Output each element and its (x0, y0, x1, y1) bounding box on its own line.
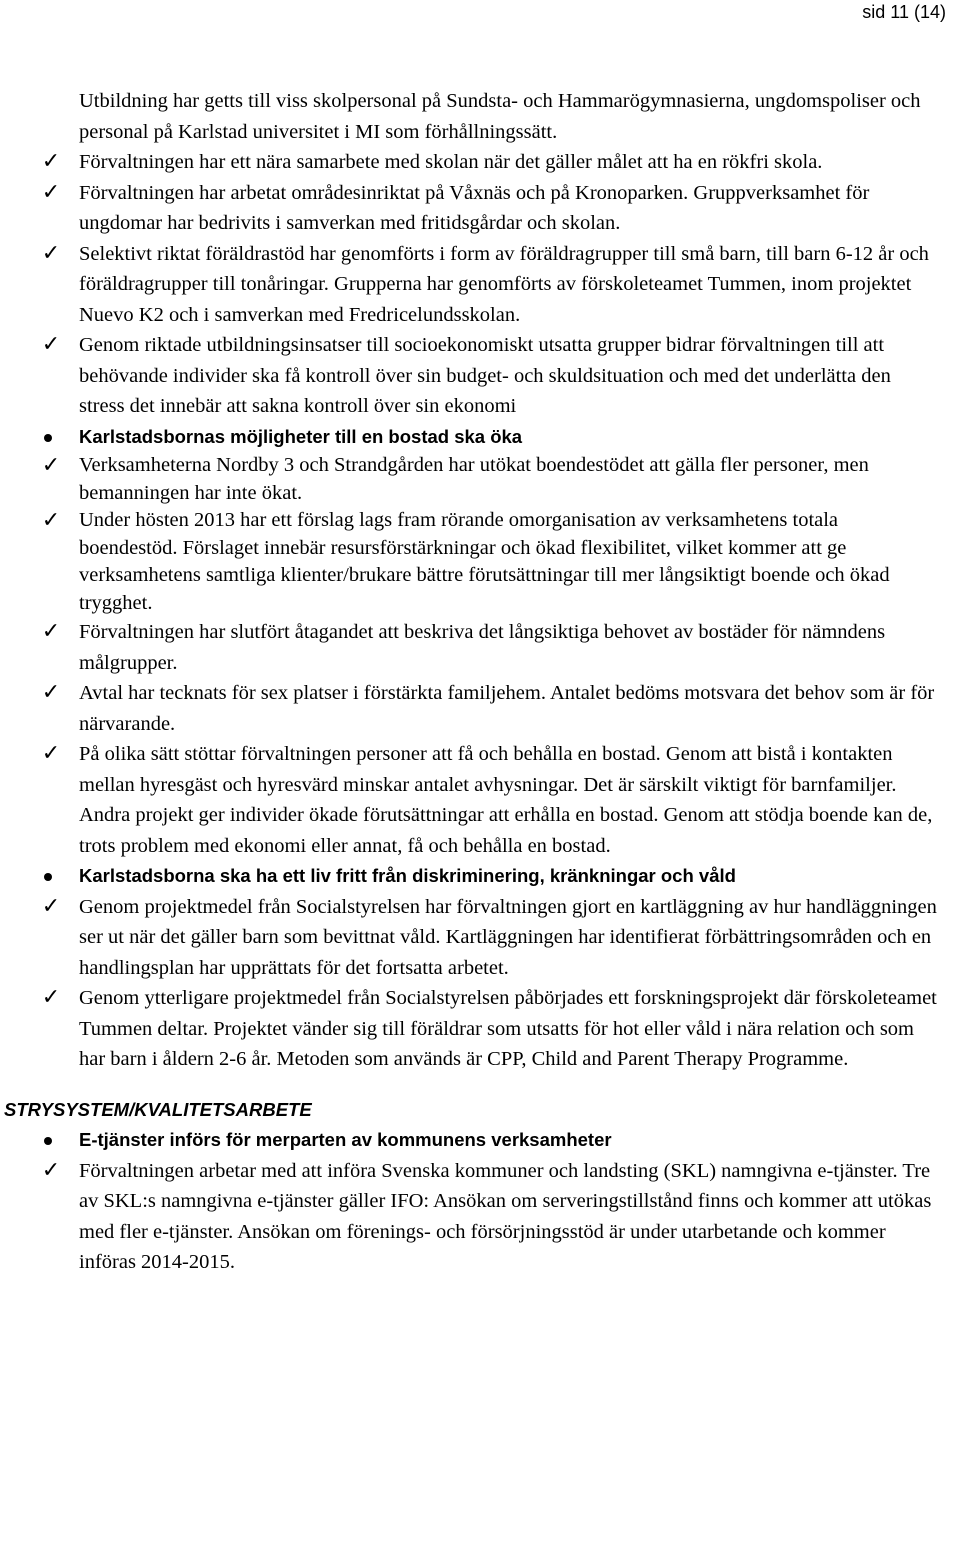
check-icon: ✓ (41, 893, 61, 919)
list-item (0, 147, 960, 178)
section-heading: Karlstadsbornas möjligheter till en bostad ska öka (79, 425, 523, 447)
bullet-icon (44, 434, 52, 442)
page-number: sid 11 (14) (862, 2, 946, 22)
check-icon: ✓ (41, 149, 61, 174)
list-item-text: Förvaltningen har arbetat områdesinriktat på Våxnäs och på Kronoparken. Gruppverksamhet för ungdomar har bedrivits i samverkan med fritidsgårdar och skolan. (79, 181, 870, 234)
check-icon: ✓ (41, 240, 61, 266)
paragraph-text: Utbildning har getts till viss skolpersonal på Sundsta- och Hammarögymnasierna, ungdomspoliser och personal på Karlstad universitet i MI som förhållningssätt. (79, 90, 921, 143)
heading-item (0, 861, 960, 892)
check-icon: ✓ (41, 741, 61, 766)
list-item (0, 330, 960, 422)
check-icon: ✓ (41, 1157, 61, 1183)
list-item (0, 239, 960, 331)
check-icon: ✓ (41, 332, 61, 357)
check-icon: ✓ (41, 619, 61, 644)
list-item (0, 892, 960, 984)
bullet-icon (44, 873, 52, 881)
document-body (0, 86, 960, 1278)
list-item (0, 678, 960, 739)
heading-item (0, 422, 960, 453)
list-item (0, 617, 960, 678)
heading-item (0, 1125, 960, 1156)
list-item-text: Förvaltningen har slutfört åtagandet att beskriva det långsiktiga behovet av bostäder för nämndens målgrupper. (79, 621, 886, 674)
list-item (0, 507, 960, 617)
list-item (0, 178, 960, 239)
list-item (0, 983, 960, 1075)
bullet-icon (44, 1137, 52, 1145)
list-item-text: Avtal har tecknats för sex platser i förstärkta familjehem. Antalet bedöms motsvara det behov som är för närvarande. (79, 682, 935, 735)
check-icon: ✓ (41, 179, 61, 205)
section-title: STRYSYSTEM/KVALITETSARBETE (4, 1098, 312, 1120)
list-item-text: Förvaltningen har ett nära samarbete med skolan när det gäller målet att ha en rökfri skola. (79, 151, 823, 173)
list-item-text: Verksamheterna Nordby 3 och Strandgården har utökat boendestödet att gälla fler personer, men bemanningen har inte ökat. (79, 454, 869, 504)
list-item-text: Genom ytterligare projektmedel från Socialstyrelsen påbörjades ett forskningsprojekt där förskoleteamet Tummen deltar. Projektet vänder sig till föräldrar som utsatts för hot eller våld i nära relation och som har barn i åldern 2-6 år. Metoden som används är CPP, Child and Parent Therapy Programme. (79, 987, 937, 1070)
section-heading: Karlstadsborna ska ha ett liv fritt från diskriminering, kränkningar och våld (79, 865, 736, 886)
section-heading: E-tjänster införs för merparten av kommunens verksamheter (79, 1129, 612, 1150)
list-item-text: Förvaltningen arbetar med att införa Svenska kommuner och landsting (SKL) namngivna e-tjänster. Tre av SKL:s namngivna e-tjänster gäller IFO: Ansökan om serveringstillstånd finns och kommer att utökas med fler e-tjänster. Ansökan om förenings- och försörjningsstöd är under utarbetande och kommer införas 2014-2015. (79, 1159, 932, 1273)
check-icon: ✓ (41, 985, 61, 1010)
list-item (0, 1156, 960, 1278)
list-item-text: Genom projektmedel från Socialstyrelsen har förvaltningen gjort en kartläggning av hur handläggningen ser ut när det gäller barn som bevittnat våld. Kartläggningen har identifierat förbättringsområden och en handlingsplan har upprättats för det fortsatta arbetet. (79, 895, 937, 979)
check-icon: ✓ (41, 680, 61, 705)
check-icon: ✓ (41, 453, 61, 478)
check-icon: ✓ (41, 508, 61, 533)
list-item (0, 452, 960, 507)
list-item (0, 739, 960, 861)
intro-paragraph (0, 86, 960, 147)
list-item-text: På olika sätt stöttar förvaltningen personer att få och behålla en bostad. Genom att bistå i kontakten mellan hyresgäst och hyresvärd minskar antalet avhysningar. Det är särskilt viktigt för barnfamiljer. Andra projekt ger individer ökade förutsättningar att erhålla en bostad. Genom att stödja boende kan de, trots problem med ekonomi eller annat, få och behålla en bostad. (79, 743, 933, 857)
list-item-text: Selektivt riktat föräldrastöd har genomförts i form av föräldragrupper till små barn, till barn 6-12 år och föräldragrupper till tonåringar. Grupperna har genomförts av förskoleteamet Tummen, inom projektet Nuevo K2 och i samverkan med Fredricelundsskolan. (79, 242, 929, 326)
list-item-text: Under hösten 2013 har ett förslag lags fram rörande omorganisation av verksamhetens totala boendestöd. Förslaget innebär resursförstärkningar och ökad flexibilitet, vilket kommer att ge verksamhetens samtliga klienter/brukare bättre förutsättningar till mer långsiktigt boende och ökad trygghet. (79, 509, 890, 614)
list-item-text: Genom riktade utbildningsinsatser till socioekonomiskt utsatta grupper bidrar förvaltningen till att behövande individer ska få kontroll över sin budget- och skuldsituation och med det underlätta den stress det innebär att sakna kontroll över sin ekonomi (79, 334, 891, 417)
